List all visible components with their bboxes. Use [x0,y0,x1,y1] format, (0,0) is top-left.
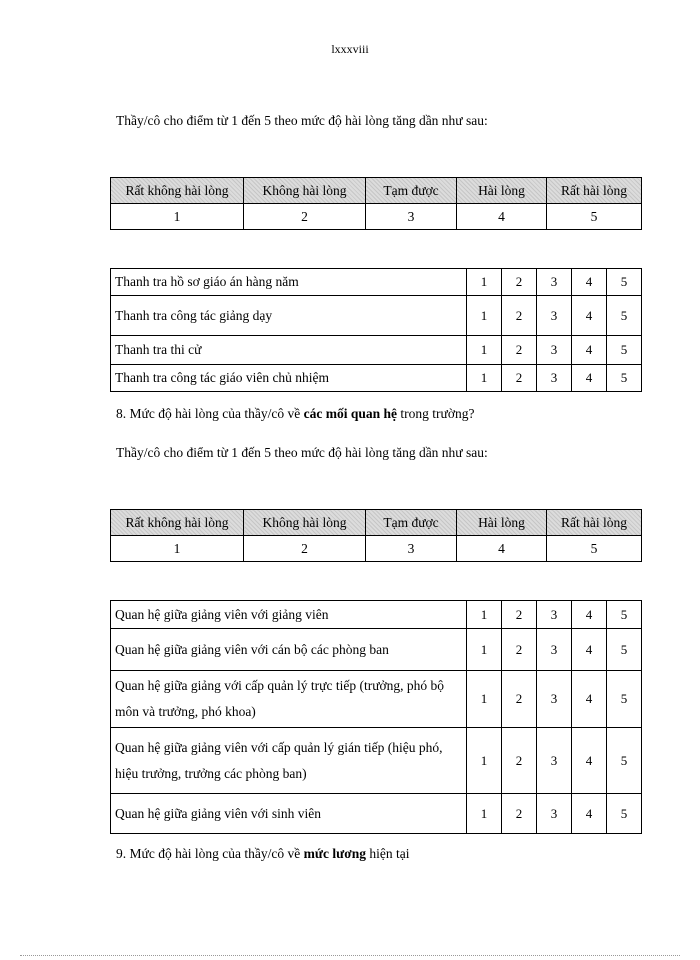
score-option[interactable]: 4 [572,365,607,392]
score-option[interactable]: 5 [607,671,642,728]
score-option[interactable]: 1 [467,365,502,392]
score-option[interactable]: 4 [572,629,607,671]
score-option[interactable]: 5 [607,336,642,365]
score-option[interactable]: 5 [607,629,642,671]
page-number: lxxxviii [331,42,369,56]
item-label: Thanh tra hồ sơ giáo án hàng năm [111,269,467,296]
table-row [111,365,642,392]
score-option[interactable]: 3 [537,365,572,392]
score-option[interactable]: 3 [537,601,572,629]
score-option[interactable]: 5 [607,601,642,629]
score-option[interactable]: 5 [607,728,642,794]
score-option[interactable]: 1 [467,794,502,834]
item-label: Thanh tra thi cử [111,336,467,365]
score-option[interactable]: 1 [467,671,502,728]
score-option[interactable]: 2 [502,728,537,794]
score-option[interactable]: 5 [607,296,642,336]
score-option[interactable]: 3 [537,794,572,834]
item-label: Quan hệ giữa giảng viên với sinh viên [111,794,467,834]
instruction-text-2: Thầy/cô cho điểm từ 1 đến 5 theo mức độ hài lòng tăng dần như sau: [116,445,488,460]
scale-header-cell: Rất hài lòng [547,178,642,204]
scale-header-cell: Hài lòng [457,510,547,536]
score-option[interactable]: 2 [502,269,537,296]
table-row [111,269,642,296]
scale-value-cell: 4 [457,204,547,230]
rating-scale-value-row [111,536,642,562]
score-option[interactable]: 3 [537,296,572,336]
score-option[interactable]: 5 [607,365,642,392]
relations-rating-table [110,600,642,834]
scale-header-cell: Không hài lòng [244,510,366,536]
table-row [111,671,642,728]
scale-value-cell: 4 [457,536,547,562]
table-row [111,794,642,834]
score-option[interactable]: 3 [537,629,572,671]
table-row [111,296,642,336]
question-8 [116,406,475,422]
item-label: Quan hệ giữa giảng viên với cán bộ các phòng ban [111,629,467,671]
question-8-suffix: trong trường? [397,406,475,421]
score-option[interactable]: 4 [572,671,607,728]
scale-value-cell: 3 [366,204,457,230]
score-option[interactable]: 1 [467,296,502,336]
score-option[interactable]: 2 [502,296,537,336]
score-option[interactable]: 1 [467,336,502,365]
instruction-text-1: Thầy/cô cho điểm từ 1 đến 5 theo mức độ hài lòng tăng dần như sau: [116,113,488,128]
table-row [111,629,642,671]
score-option[interactable]: 2 [502,601,537,629]
rating-scale-table-1 [110,177,642,230]
scale-header-cell: Tạm được [366,178,457,204]
question-9 [116,846,409,862]
item-label: Thanh tra công tác giảng dạy [111,296,467,336]
score-option[interactable]: 2 [502,336,537,365]
scale-value-cell: 5 [547,536,642,562]
score-option[interactable]: 5 [607,269,642,296]
scale-value-cell: 2 [244,204,366,230]
question-9-bold: mức lương [303,846,366,861]
question-9-prefix: 9. Mức độ hài lòng của thầy/cô về [116,846,304,861]
score-option[interactable]: 3 [537,671,572,728]
item-label: Thanh tra công tác giáo viên chủ nhiệm [111,365,467,392]
score-option[interactable]: 1 [467,269,502,296]
score-option[interactable]: 4 [572,794,607,834]
score-option[interactable]: 4 [572,269,607,296]
question-8-bold: các mối quan hệ [303,406,398,421]
score-option[interactable]: 2 [502,794,537,834]
scale-header-cell: Rất hài lòng [547,510,642,536]
rating-scale-value-row [111,204,642,230]
inspection-rating-table [110,268,642,392]
score-option[interactable]: 2 [502,365,537,392]
score-option[interactable]: 4 [572,296,607,336]
score-option[interactable]: 1 [467,601,502,629]
table-row [111,601,642,629]
scale-header-cell: Rất không hài lòng [111,178,244,204]
page-bottom-divider [20,955,680,956]
scale-header-cell: Rất không hài lòng [111,510,244,536]
question-9-suffix: hiện tại [365,846,410,861]
score-option[interactable]: 3 [537,336,572,365]
score-option[interactable]: 3 [537,269,572,296]
scale-value-cell: 1 [111,536,244,562]
question-8-prefix: 8. Mức độ hài lòng của thầy/cô về [116,406,304,421]
rating-scale-header-row [111,510,642,536]
scale-value-cell: 5 [547,204,642,230]
item-label: Quan hệ giữa giảng viên với giảng viên [111,601,467,629]
score-option[interactable]: 3 [537,728,572,794]
table-row [111,336,642,365]
score-option[interactable]: 5 [607,794,642,834]
score-option[interactable]: 4 [572,601,607,629]
scale-header-cell: Không hài lòng [244,178,366,204]
table-row [111,728,642,794]
rating-scale-header-row [111,178,642,204]
score-option[interactable]: 1 [467,629,502,671]
score-option[interactable]: 4 [572,336,607,365]
scale-value-cell: 3 [366,536,457,562]
score-option[interactable]: 2 [502,629,537,671]
scale-value-cell: 2 [244,536,366,562]
score-option[interactable]: 1 [467,728,502,794]
scale-header-cell: Hài lòng [457,178,547,204]
score-option[interactable]: 2 [502,671,537,728]
scale-header-cell: Tạm được [366,510,457,536]
rating-scale-table-2 [110,509,642,562]
item-label: Quan hệ giữa giảng với cấp quản lý trực tiếp (trưởng, phó bộ môn và trưởng, phó khoa) [111,671,467,728]
item-label: Quan hệ giữa giảng viên với cấp quản lý gián tiếp (hiệu phó, hiệu trưởng, trưởng các phòng ban) [111,728,467,794]
score-option[interactable]: 4 [572,728,607,794]
scale-value-cell: 1 [111,204,244,230]
